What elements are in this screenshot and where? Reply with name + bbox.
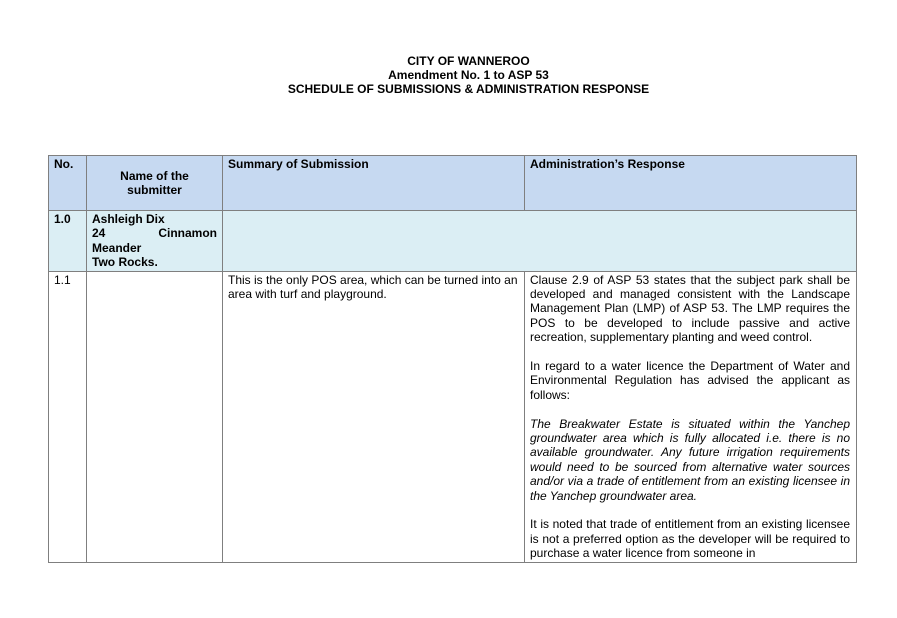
submitter-street-number: 24 (92, 226, 106, 241)
amendment-title: Amendment No. 1 to ASP 53 (388, 68, 549, 82)
submitter-suburb: Two Rocks. (92, 255, 158, 270)
schedule-title: SCHEDULE OF SUBMISSIONS & ADMINISTRATION RESPONSE (287, 82, 650, 96)
submitter-street-line (92, 226, 217, 240)
submitter-number: 1.0 (49, 211, 87, 272)
item-submitter-blank (87, 271, 223, 562)
submitter-name-address (87, 211, 223, 272)
response-paragraph: It is noted that trade of entitlement from an existing licensee is not a preferred option as the developer will be required to purchase a water licence from someone in (530, 517, 850, 561)
response-paragraph: Clause 2.9 of ASP 53 states that the subject park shall be developed and managed consistent with the Landscape Management Plan (LMP) of ASP 53. The LMP requires the POS to be developed to include passive and active recreation, supplementary planting and weed control. (530, 272, 850, 345)
item-number: 1.1 (49, 271, 87, 562)
submitter-row (49, 211, 857, 272)
council-name: CITY OF WANNEROO (407, 54, 530, 68)
submissions-table (48, 155, 857, 563)
submitter-street-name: Cinnamon (158, 226, 217, 241)
response-quote-paragraph: The Breakwater Estate is situated within the Yanchep groundwater area which is fully allocated i.e. there is no available groundwater. Any future irrigation requirements would need to be sourced from alternative water sources and/or via a trade of entitlement from an existing licensee in the Yanchep groundwater area. (530, 416, 850, 503)
column-header-summary: Summary of Submission (223, 156, 525, 211)
table-header-row (49, 156, 857, 211)
column-header-response: Administration’s Response (525, 156, 857, 211)
submitter-name: Ashleigh Dix (92, 212, 165, 226)
table-row (49, 271, 857, 562)
document-title-block (0, 54, 897, 96)
column-header-submitter: Name of the submitter (87, 156, 223, 211)
response-paragraph: In regard to a water licence the Department of Water and Environmental Regulation has advised the applicant as follows: (530, 359, 850, 402)
administration-response (525, 271, 857, 562)
submitter-row-blank (223, 211, 857, 272)
summary-of-submission: This is the only POS area, which can be turned into an area with turf and playground. (223, 271, 525, 562)
column-header-no: No. (49, 156, 87, 211)
submitter-street-type: Meander (92, 240, 142, 255)
